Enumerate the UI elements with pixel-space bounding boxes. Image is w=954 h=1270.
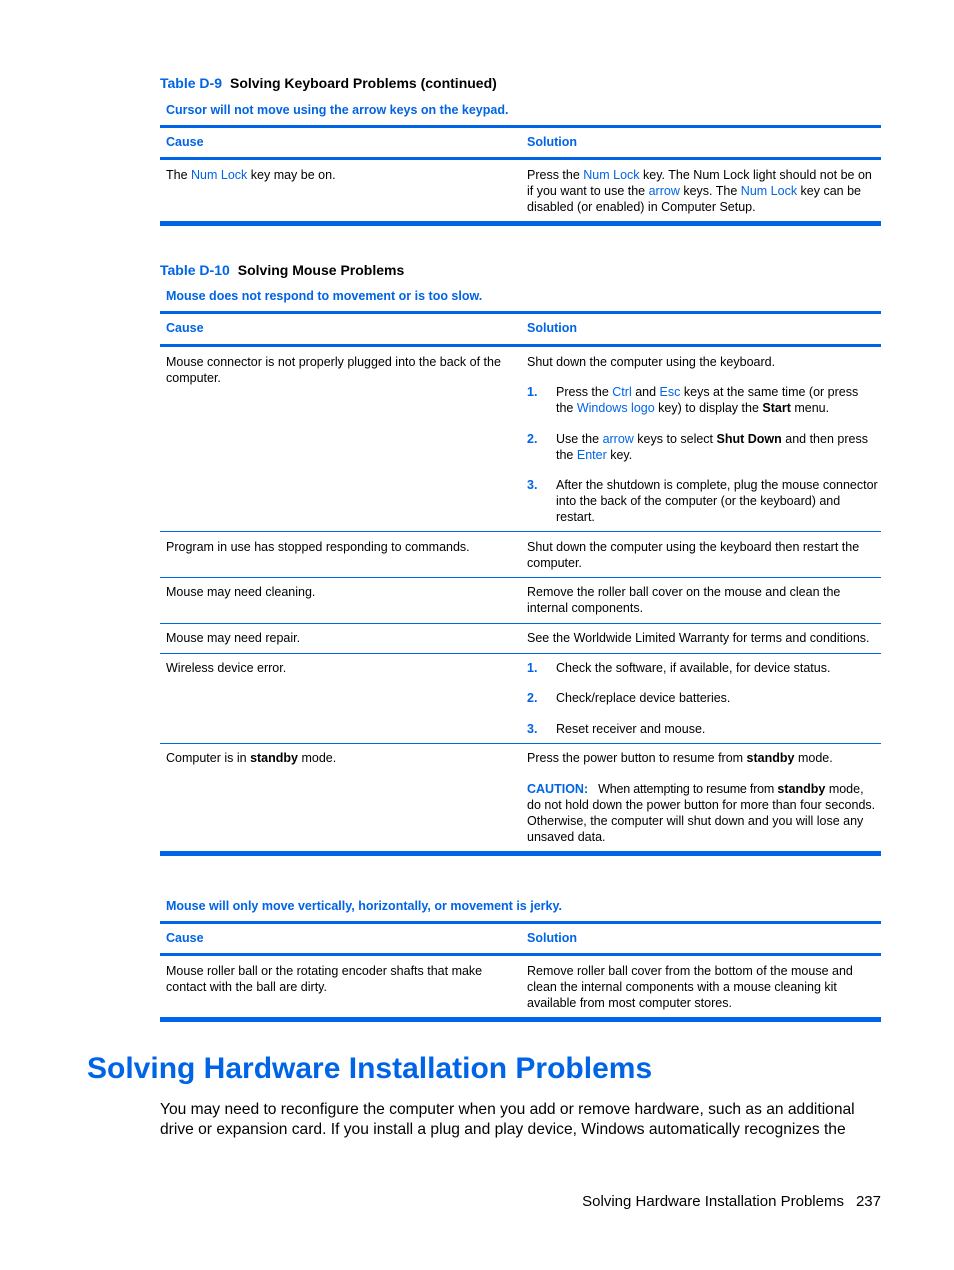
list-item [527, 384, 879, 416]
list-item [527, 477, 879, 525]
body-paragraph: You may need to reconfigure the computer when you add or remove hardware, such as an additional drive or expansion card. If you install a plug and play device, Windows automatically recognizes the [160, 1101, 855, 1138]
table-jerky-subheading: Mouse will only move vertically, horizontally, or movement is jerky. [166, 899, 562, 913]
text: Press the power button to resume from [527, 751, 747, 765]
table-jerky-top-rule [160, 921, 881, 924]
table-d10-row3-solution: Remove the roller ball cover on the mouse and clean the internal components. [527, 585, 841, 615]
ctrl-key-ref: Ctrl [612, 385, 632, 399]
page-number: 237 [855, 1193, 881, 1210]
table-d10-subheading: Mouse does not respond to movement or is too slow. [166, 289, 483, 303]
list-item [527, 721, 879, 737]
text: menu. [790, 401, 830, 415]
text: key can be disabled (or enabled) in Computer Setup. [527, 184, 862, 214]
table-d10-top-rule [160, 311, 881, 314]
table-d10-title: Solving Mouse Problems [237, 262, 405, 278]
caution-label: CAUTION: [527, 782, 589, 796]
table-d9-subheading: Cursor will not move using the arrow keys on the keypad. [166, 103, 509, 117]
table-d10-bottom-rule [160, 851, 881, 856]
table-d9-header-rule [160, 157, 881, 160]
step-text [556, 384, 879, 416]
text: key. [606, 448, 633, 462]
text: keys at the same time (or press the [556, 385, 859, 415]
num-lock-key-ref: Num Lock [740, 184, 798, 198]
step-text: Check the software, if available, for device status. [556, 661, 831, 675]
table-d10-row5-cause: Wireless device error. [166, 661, 287, 675]
table-d9-title: Solving Keyboard Problems (continued) [229, 75, 497, 91]
table-d9-bottom-rule [160, 221, 881, 226]
start-menu-ref: Start [762, 401, 791, 415]
col-cause-header: Cause [166, 321, 204, 335]
step-number: 2. [527, 432, 538, 446]
text: mode. [794, 751, 833, 765]
step-text: After the shutdown is complete, plug the mouse connector into the back of the computer (or the keyboard) and restart. [556, 478, 878, 524]
table-d10-row2-solution: Shut down the computer using the keyboard then restart the computer. [527, 540, 860, 570]
row-divider [160, 623, 881, 624]
table-d10-row6-cause [166, 750, 516, 766]
standby-ref: standby [250, 751, 298, 765]
arrow-key-ref: arrow [648, 184, 680, 198]
table-d10-row6-solution [527, 750, 879, 766]
text: key) to display the [654, 401, 763, 415]
text: Press the [527, 168, 584, 182]
esc-key-ref: Esc [659, 385, 681, 399]
table-d9-caption [160, 75, 497, 91]
table-d10-row2-cause: Program in use has stopped responding to commands. [166, 540, 470, 554]
text: When attempting to resume from [598, 782, 778, 796]
row-divider [160, 743, 881, 744]
table-d10-number: Table D-10 [160, 262, 230, 278]
col-cause-header: Cause [166, 135, 204, 149]
windows-logo-key-ref: Windows logo [576, 401, 655, 415]
text: key may be on. [247, 168, 336, 182]
table-d10-row4-cause: Mouse may need repair. [166, 631, 301, 645]
text: keys. The [679, 184, 741, 198]
table-d10-row1-intro: Shut down the computer using the keyboard. [527, 355, 776, 369]
table-d9-row1-solution [527, 167, 879, 215]
col-solution-header: Solution [527, 931, 577, 945]
text: keys to select [633, 432, 717, 446]
section-title: Solving Hardware Installation Problems [87, 1052, 653, 1085]
step-number: 1. [527, 661, 538, 675]
row-divider [160, 577, 881, 578]
text: mode. [298, 751, 337, 765]
row-divider [160, 531, 881, 532]
text: and [631, 385, 660, 399]
enter-key-ref: Enter [576, 448, 607, 462]
table-d10-row1-cause: Mouse connector is not properly plugged into the back of the computer. [166, 355, 501, 385]
num-lock-key-ref: Num Lock [583, 168, 640, 182]
step-number: 3. [527, 722, 538, 736]
text: key. The Num Lock light should not be on if you want to use the [527, 168, 872, 198]
table-d10-row4-solution: See the Worldwide Limited Warranty for terms and conditions. [527, 631, 870, 645]
standby-ref: standby [746, 751, 795, 765]
caution-note [527, 781, 879, 845]
list-item [527, 431, 879, 463]
standby-ref: standby [777, 782, 826, 796]
row-divider [160, 653, 881, 654]
shut-down-ref: Shut Down [716, 432, 782, 446]
list-item [527, 690, 879, 706]
arrow-key-ref: arrow [602, 432, 634, 446]
table-jerky-bottom-rule [160, 1017, 881, 1022]
table-d9-top-rule [160, 125, 881, 128]
list-item [527, 660, 879, 676]
step-text [556, 431, 879, 463]
table-jerky-header-rule [160, 953, 881, 956]
text: and then press the [556, 432, 868, 462]
text: Computer is in [166, 751, 251, 765]
table-jerky-row1-cause: Mouse roller ball or the rotating encoder shafts that make contact with the ball are dirty. [166, 964, 483, 994]
col-cause-header: Cause [166, 931, 204, 945]
step-text: Reset receiver and mouse. [556, 722, 706, 736]
table-d10-row3-cause: Mouse may need cleaning. [166, 585, 316, 599]
text: Use the [556, 432, 603, 446]
num-lock-key-ref: Num Lock [191, 168, 248, 182]
table-jerky-row1-solution: Remove roller ball cover from the bottom of the mouse and clean the internal components with a mouse cleaning kit available from most computer stores. [527, 964, 853, 1010]
table-d9-number: Table D-9 [160, 75, 222, 91]
page-footer [582, 1193, 881, 1210]
step-text: Check/replace device batteries. [556, 691, 731, 705]
footer-text: Solving Hardware Installation Problems [582, 1193, 844, 1210]
text: The [166, 168, 192, 182]
col-solution-header: Solution [527, 321, 577, 335]
table-d9-row1-cause [166, 167, 516, 183]
step-number: 3. [527, 478, 538, 492]
table-d10-header-rule [160, 344, 881, 347]
step-number: 1. [527, 385, 538, 399]
step-number: 2. [527, 691, 538, 705]
col-solution-header: Solution [527, 135, 577, 149]
text: mode, do not hold down the power button for more than four seconds. Otherwise, the computer will shut down and you will lose any unsaved data. [527, 782, 876, 844]
table-d10-caption [160, 262, 404, 278]
text: Press the [556, 385, 613, 399]
